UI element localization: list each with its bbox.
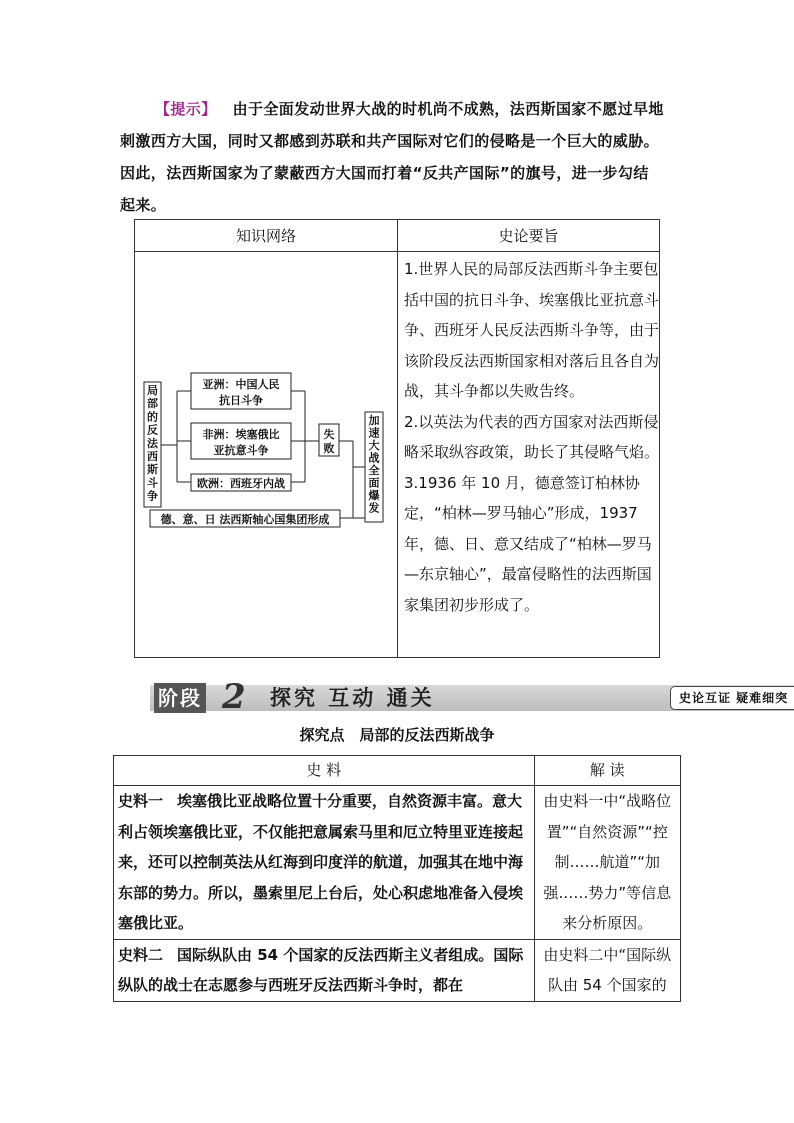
source-header: 史 料 <box>114 756 535 786</box>
diagram-failure: 失败 <box>323 428 335 455</box>
source-cell-1 <box>114 786 535 940</box>
hint-tag: 【提示】 <box>155 100 217 118</box>
hint-line-3: 因此，法西斯国家为了蒙蔽西方大国而打着“反共产国际”的旗号，进一步勾结 <box>120 164 649 182</box>
stage-side-tag: 史论互证 疑难细突 <box>670 686 794 710</box>
diagram-left-box-text: 局部的反法西斯斗争 <box>147 384 158 503</box>
table-row <box>114 786 681 940</box>
diagram-europe: 欧洲：西班牙内战 <box>197 477 285 490</box>
diagram-right-box-text: 加速大战全面爆发 <box>368 414 380 515</box>
knowledge-table <box>134 219 660 658</box>
stage-banner <box>150 677 794 717</box>
hint-line-4: 起来。 <box>120 196 167 214</box>
diagram-africa-line2: 亚抗意斗争 <box>213 444 269 457</box>
interpretation-cell-2: 由史料二中“国际纵队由 54 个国家的 <box>534 939 680 1001</box>
hint-paragraph <box>120 93 680 221</box>
source-text-1: 埃塞俄比亚战略位置十分重要，自然资源丰富。意大利占领埃塞俄比亚，不仅能把意属索马里和厄立特里亚连接起来，还可以控制英法从红海到印度洋的航道，加强其在地中海东部的势力。所以，墨索里尼上台后，处心积虑地准备入侵埃塞俄比亚。 <box>118 792 524 932</box>
source-cell-2 <box>114 939 535 1001</box>
source-label-2: 史料二 <box>118 945 164 964</box>
key-point-2: 2.以英法为代表的西方国家对法西斯侵略采取纵容政策，助长了其侵略气焰。 <box>404 412 660 461</box>
hint-line-1: 由于全面发动世界大战的时机尚不成熟，法西斯国家不愿过早地 <box>232 100 664 118</box>
knowledge-diagram-cell <box>135 252 398 658</box>
knowledge-diagram <box>135 252 397 657</box>
stage-label: 阶段 <box>154 683 206 713</box>
source-label-1: 史料一 <box>118 792 164 810</box>
source-table <box>113 755 681 1002</box>
interpretation-header: 解 读 <box>534 756 680 786</box>
source-text-2: 国际纵队由 54 个国家的反法西斯主义者组成。国际纵队的战士在志愿参与西班牙反法西斯斗争时，都在 <box>118 945 524 994</box>
stage-title: 探究 互动 通关 <box>270 686 435 710</box>
table-row <box>114 939 681 1001</box>
knowledge-network-header: 知识网络 <box>135 220 398 252</box>
key-points-header: 史论要旨 <box>398 220 660 252</box>
hint-line-2: 刺激西方大国，同时又都感到苏联和共产国际对它们的侵略是一个巨大的威胁。 <box>120 132 660 150</box>
diagram-africa-line1: 非洲：埃塞俄比 <box>202 428 280 441</box>
interpretation-cell-1: 由史料一中“战略位置”“自然资源”“控制……航道”“加强……势力”等信息来分析原因。 <box>534 786 680 940</box>
diagram-asia-line2: 抗日斗争 <box>219 394 263 407</box>
key-point-1: 1.世界人民的局部反法西斯斗争主要包括中国的抗日斗争、埃塞俄比亚抗意斗争、西班牙人民反法西斯斗争等，由于该阶段反法西斯国家相对落后且各自为战，其斗争都以失败告终。 <box>404 260 660 400</box>
diagram-axis: 德、意、日 法西斯轴心国集团形成 <box>160 513 330 526</box>
topic-heading: 探究点 局部的反法西斯战争 <box>299 726 495 744</box>
key-point-3: 3.1936 年 10 月，德意签订柏林协定，“柏林—罗马轴心”形成，1937 年，德、日、意又结成了“柏林—罗马—东京轴心”，最富侵略性的法西斯国家集团初步形成了。 <box>404 473 652 614</box>
key-points-cell <box>398 252 660 658</box>
stage-number: 2 <box>222 677 246 717</box>
diagram-asia-line1: 亚洲：中国人民 <box>202 378 280 391</box>
